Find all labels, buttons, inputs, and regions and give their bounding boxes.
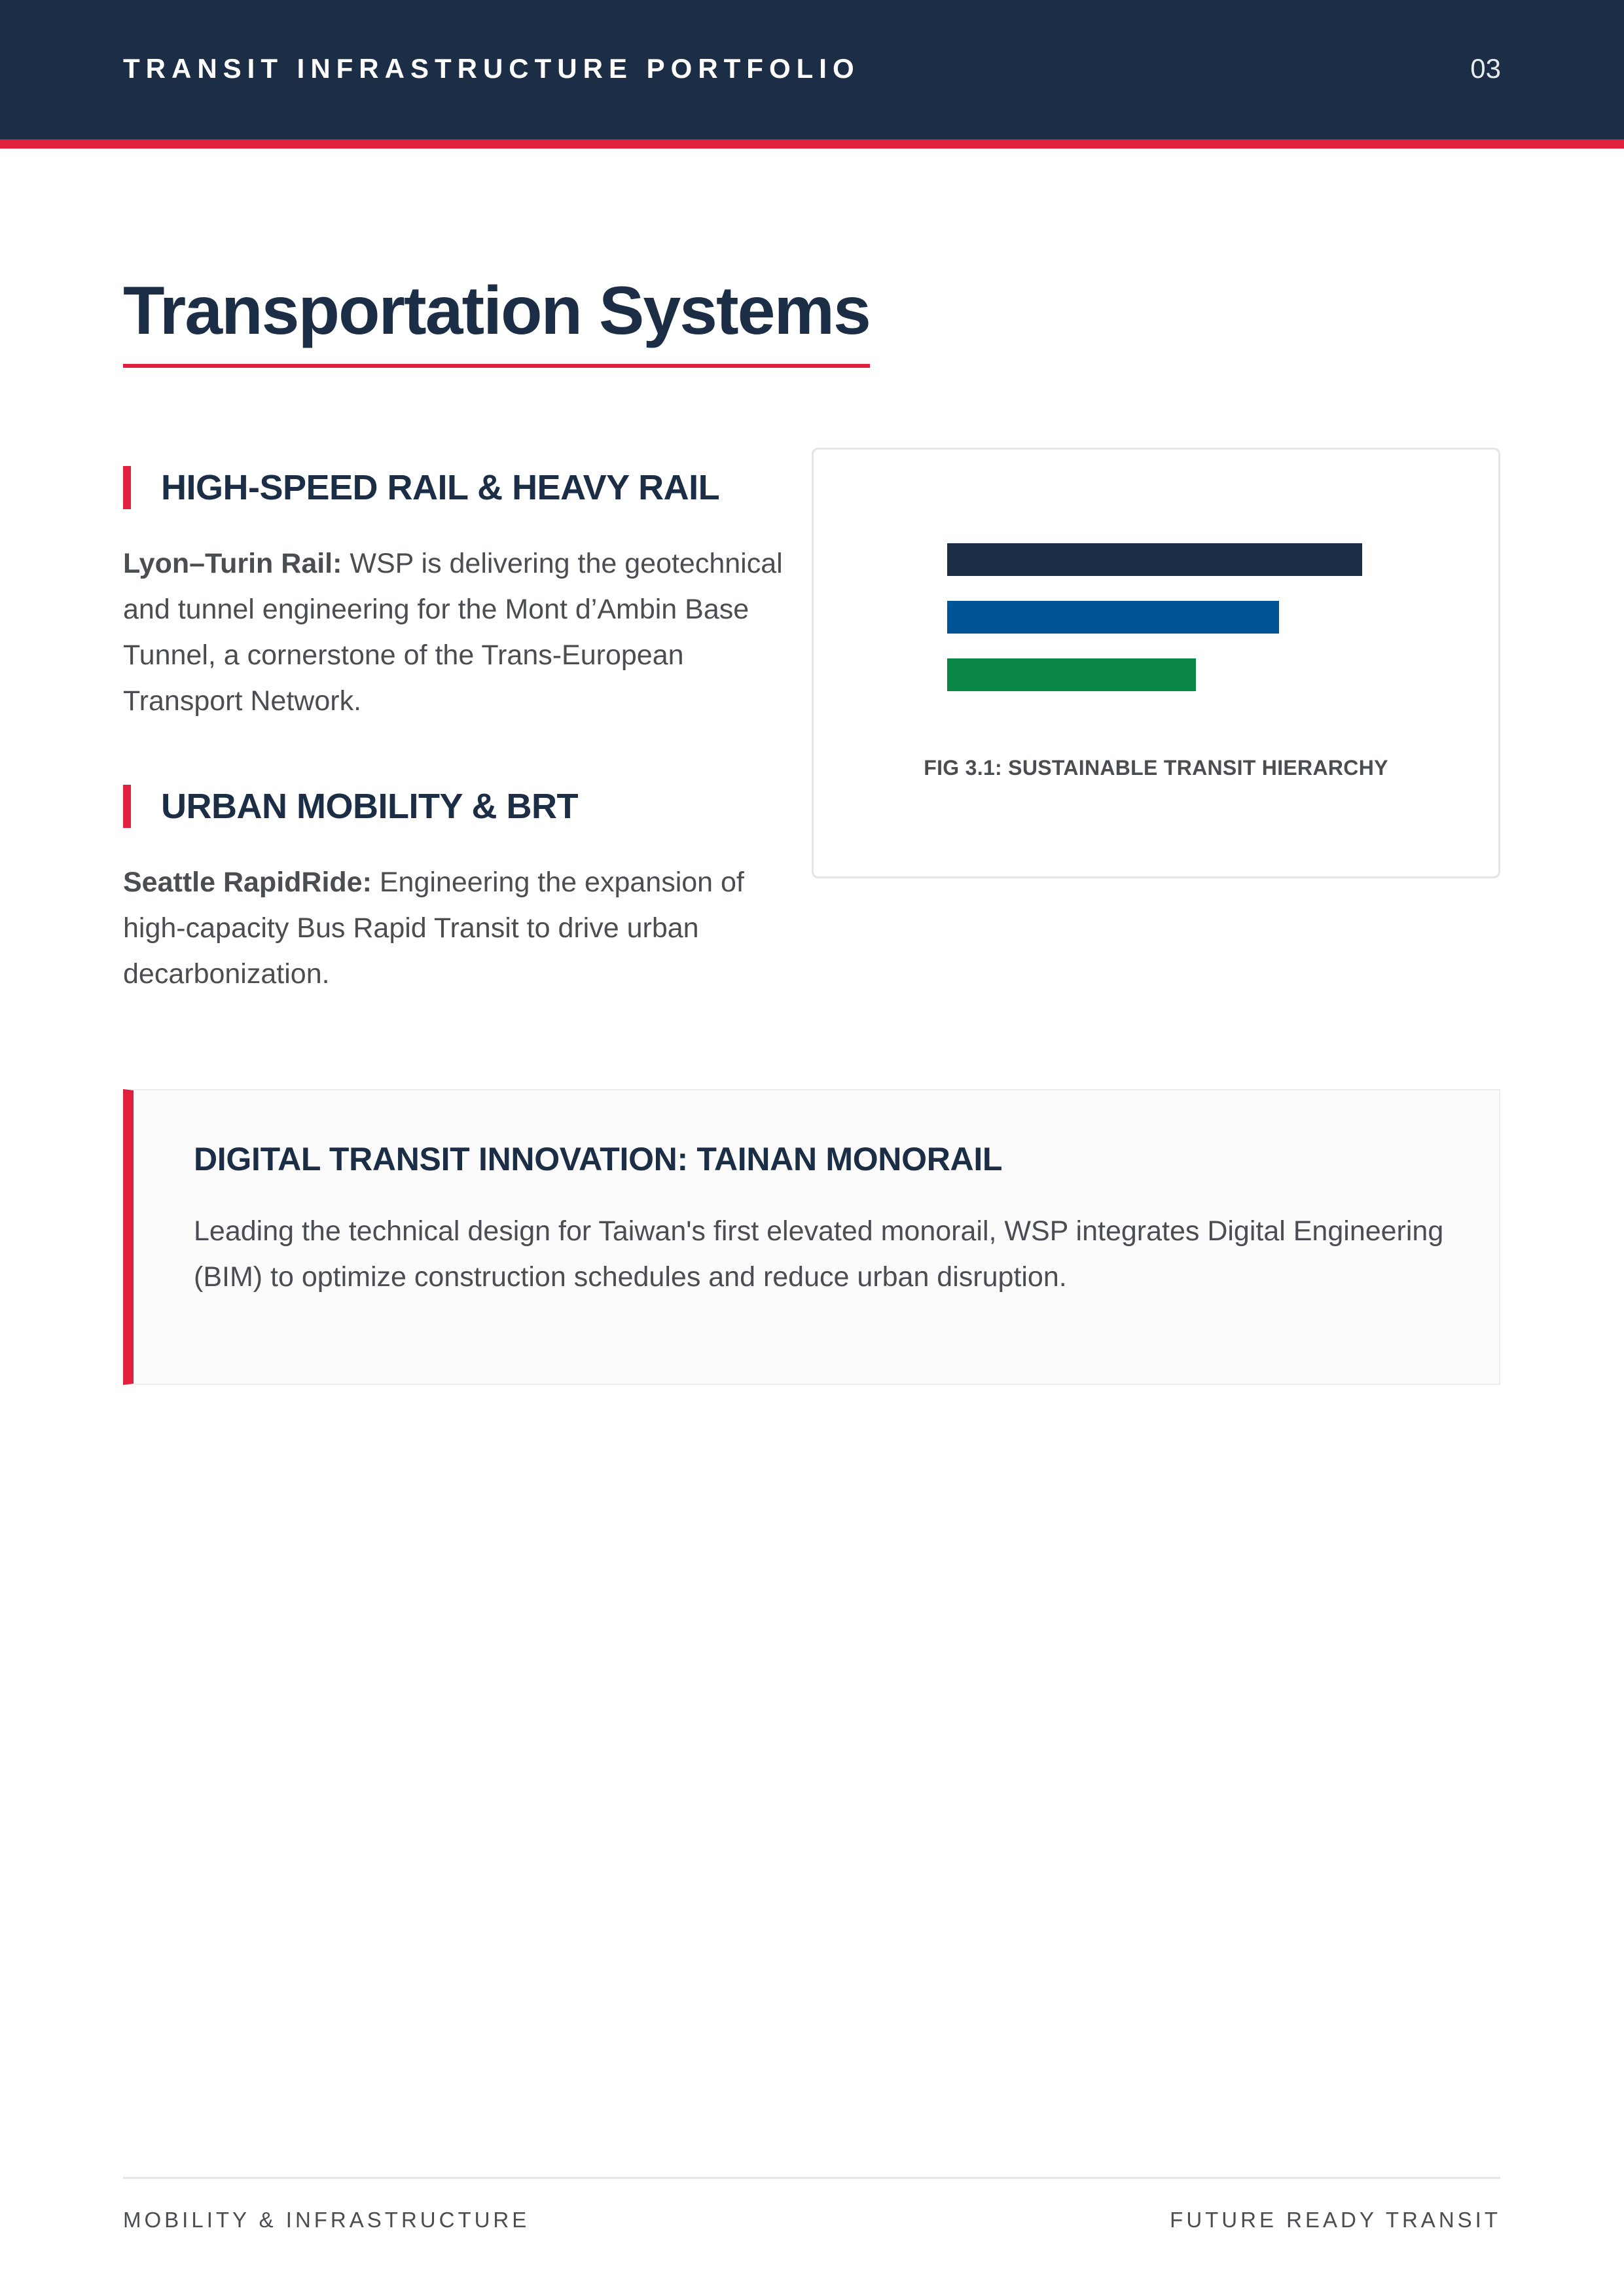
chart-bar-1 [947,543,1362,576]
chart-bar-2 [947,601,1279,634]
page-number: 03 [1470,53,1501,84]
section-body-text: WSP is delivering the geotechnical and tunnel engineering for the Mont d’Ambin Base Tunnel, a cornerstone of the Trans-European Transport Network. [123,548,783,717]
callout-body: Leading the technical design for Taiwan's first elevated monorail, WSP integrates Digital Engineering (BIM) to optimize construction schedules and reduce urban disruption. [194,1215,1444,1293]
transit-hierarchy-chart [814,450,1498,876]
project-name-lyon-turin: Lyon–Turin Rail: [123,548,342,579]
header-title: TRANSIT INFRASTRUCTURE PORTFOLIO [123,53,860,84]
section-heading-label: HIGH-SPEED RAIL & HEAVY RAIL [161,468,720,507]
figure-caption: FIG 3.1: SUSTAINABLE TRANSIT HIERARCHY [924,756,1388,780]
section-body-text: Engineering the expansion of high-capacity Bus Rapid Transit to drive urban decarbonization. [123,867,744,990]
section-heading-rail [123,466,719,509]
callout-title: DIGITAL TRANSIT INNOVATION: TAINAN MONORAIL [194,1141,1003,1177]
section-heading-label: URBAN MOBILITY & BRT [161,787,578,826]
chart-bar-3 [947,658,1196,691]
footer-divider [123,2177,1500,2179]
page-title: Transportation Systems [123,268,870,368]
section-heading-brt [123,785,578,828]
section-body-rail [123,541,804,724]
project-name-seattle-rapidride: Seattle RapidRide: [123,867,372,898]
header-accent-rule [0,139,1624,149]
section-body-brt [123,859,804,997]
figure-card [812,448,1500,878]
section-marker [123,466,131,509]
header-bar [0,0,1624,139]
footer-left-label: MOBILITY & INFRASTRUCTURE [123,2208,530,2232]
callout-box [123,1089,1500,1385]
footer-right-label: FUTURE READY TRANSIT [1170,2208,1501,2232]
section-marker [123,785,131,828]
